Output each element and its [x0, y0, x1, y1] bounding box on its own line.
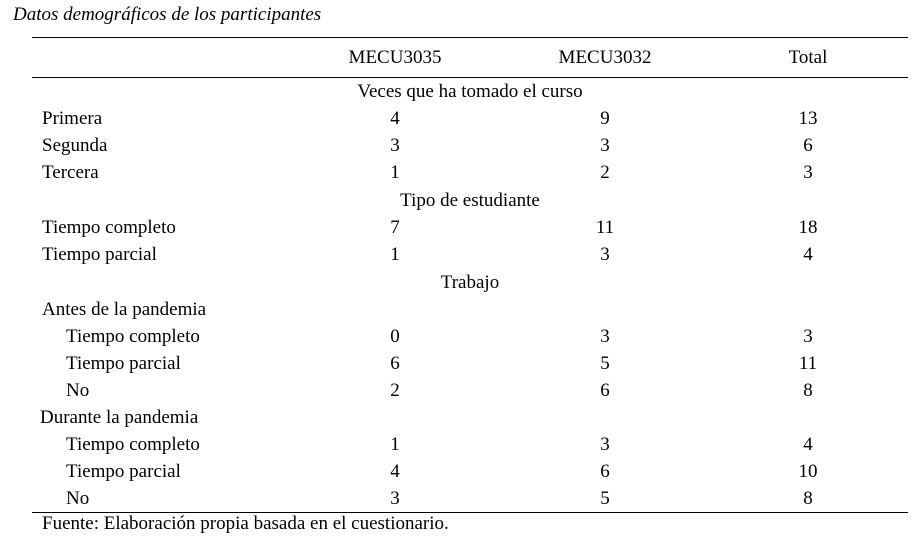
table-row: [0, 133, 920, 159]
cell-total: 18: [798, 217, 818, 238]
header-rule: [32, 77, 908, 78]
section-trabajo: [0, 270, 920, 296]
row-label: Tiempo completo: [66, 326, 200, 347]
row-label: No: [66, 380, 90, 401]
header-mecu3032: MECU3032: [558, 47, 652, 68]
subgroup-label: Durante la pandemia: [40, 407, 199, 428]
table-row: [0, 215, 920, 241]
cell-mecu3035: 3: [390, 488, 400, 509]
table-row: [0, 324, 920, 350]
cell-mecu3032: 5: [600, 488, 610, 509]
cell-total: 8: [803, 380, 813, 401]
cell-mecu3032: 3: [600, 135, 610, 156]
header-row: [0, 45, 920, 71]
cell-total: 4: [803, 434, 813, 455]
table-row: [0, 486, 920, 512]
section-label: Veces que ha tomado el curso: [357, 81, 583, 102]
section-tipo: [0, 188, 920, 214]
cell-mecu3035: 4: [390, 461, 400, 482]
cell-mecu3035: 7: [390, 217, 400, 238]
source-note: Fuente: Elaboración propia basada en el cuestionario.: [42, 513, 449, 534]
row-label: Segunda: [42, 135, 108, 156]
row-label: No: [66, 488, 90, 509]
cell-mecu3032: 2: [600, 162, 610, 183]
row-label: Tiempo completo: [66, 434, 200, 455]
cell-total: 10: [798, 461, 818, 482]
section-label: Tipo de estudiante: [400, 190, 540, 211]
table-row: [0, 106, 920, 132]
header-mecu3035: MECU3035: [348, 47, 442, 68]
row-label: Tiempo parcial: [66, 461, 181, 482]
cell-mecu3035: 1: [390, 244, 400, 265]
cell-mecu3032: 3: [600, 326, 610, 347]
cell-total: 13: [798, 108, 818, 129]
header-total: Total: [788, 47, 828, 68]
subgroup-antes: [0, 297, 920, 323]
section-veces: [0, 79, 920, 105]
table-row: [0, 351, 920, 377]
cell-mecu3032: 6: [600, 461, 610, 482]
cell-mecu3032: 6: [600, 380, 610, 401]
table-row: [0, 432, 920, 458]
cell-mecu3035: 3: [390, 135, 400, 156]
table-row: [0, 378, 920, 404]
cell-mecu3032: 3: [600, 244, 610, 265]
cell-total: 4: [803, 244, 813, 265]
row-label: Primera: [42, 108, 103, 129]
cell-mecu3035: 1: [390, 162, 400, 183]
cell-mecu3032: 9: [600, 108, 610, 129]
section-label: Trabajo: [440, 272, 500, 293]
top-rule: [32, 37, 908, 38]
cell-mecu3035: 6: [390, 353, 400, 374]
row-label: Tercera: [42, 162, 99, 183]
cell-mecu3032: 3: [600, 434, 610, 455]
table-row: [0, 459, 920, 485]
row-label: Tiempo parcial: [42, 244, 157, 265]
table-title: Datos demográficos de los participantes: [13, 4, 322, 25]
cell-mecu3035: 1: [390, 434, 400, 455]
table-row: [0, 242, 920, 268]
cell-mecu3035: 4: [390, 108, 400, 129]
cell-mecu3035: 2: [390, 380, 400, 401]
row-label: Tiempo completo: [42, 217, 176, 238]
cell-total: 8: [803, 488, 813, 509]
row-label: Tiempo parcial: [66, 353, 181, 374]
cell-total: 6: [803, 135, 813, 156]
cell-total: 11: [798, 353, 818, 374]
cell-mecu3035: 0: [390, 326, 400, 347]
subgroup-durante: [0, 405, 920, 431]
cell-mecu3032: 5: [600, 353, 610, 374]
subgroup-label: Antes de la pandemia: [42, 299, 207, 320]
cell-total: 3: [803, 326, 813, 347]
cell-mecu3032: 11: [595, 217, 615, 238]
table-row: [0, 160, 920, 186]
cell-total: 3: [803, 162, 813, 183]
